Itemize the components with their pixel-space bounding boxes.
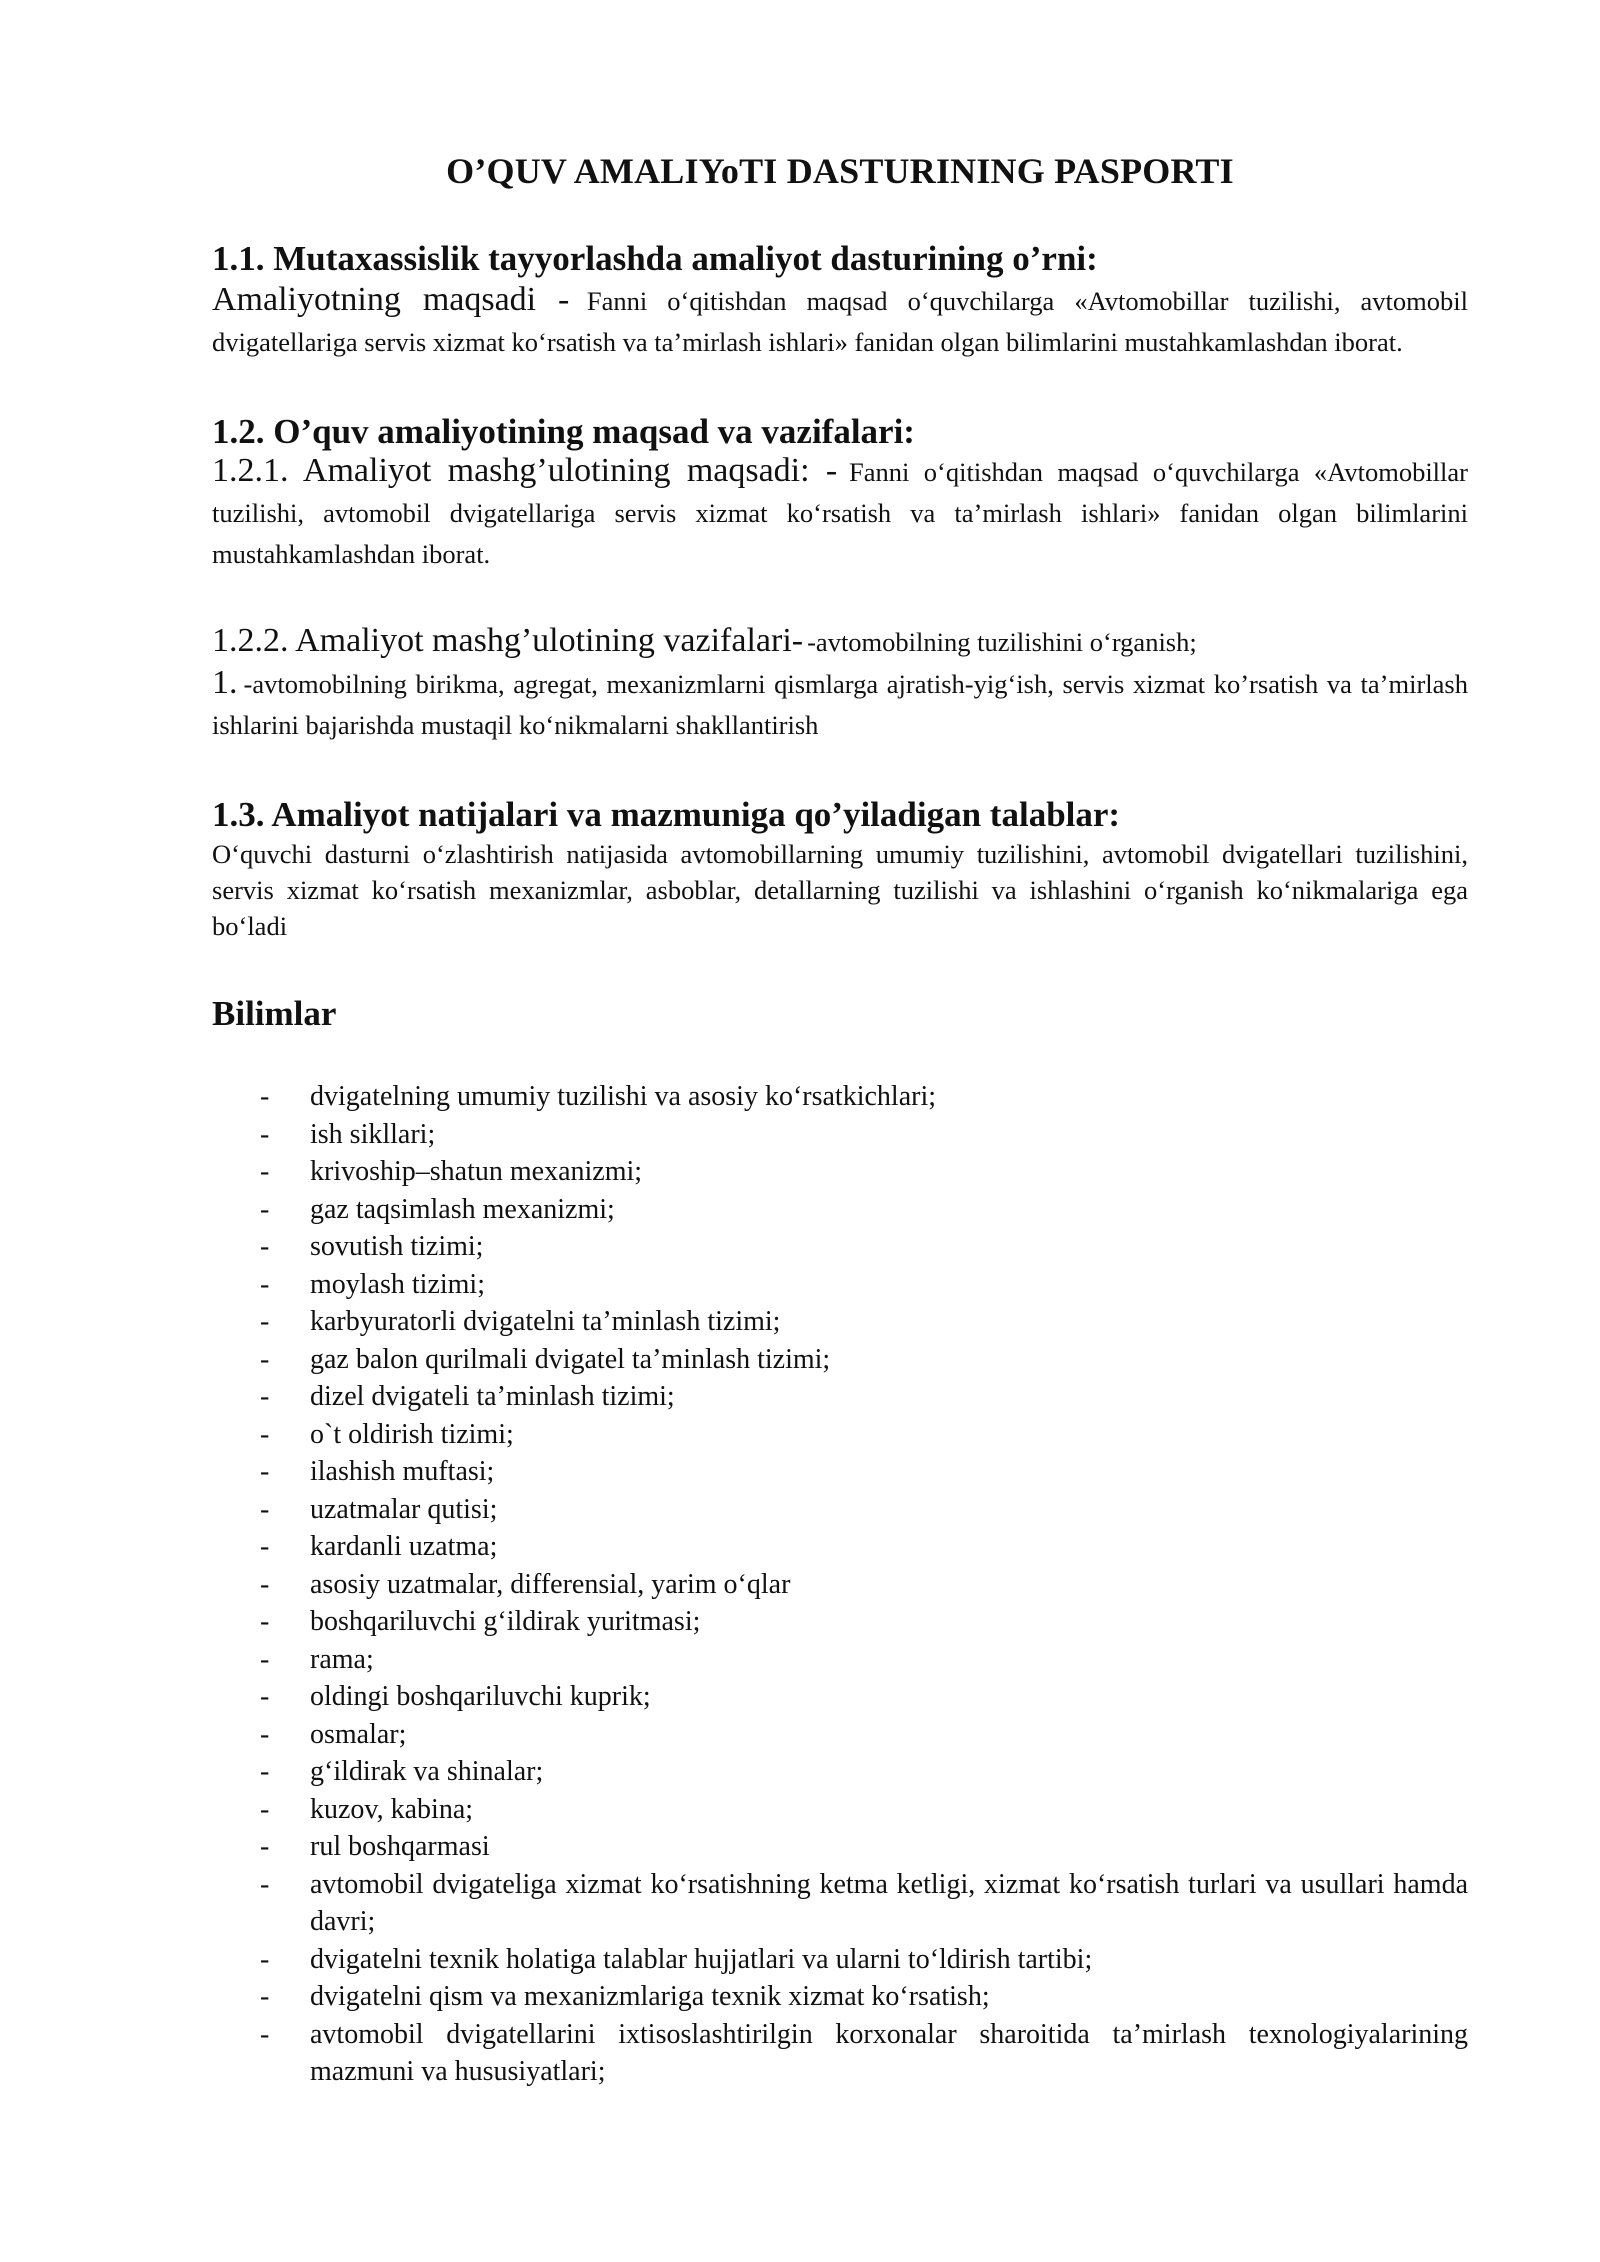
section-1-2-2-paragraph (212, 623, 1468, 665)
bilimlar-item (260, 1791, 1468, 1829)
section-1-2 (212, 411, 1468, 577)
bilimlar-item-text: krivoship–shatun mexanizmi; (310, 1156, 643, 1187)
dash-bullet: - (260, 1868, 270, 1900)
bilimlar-item (260, 1641, 1468, 1679)
bilimlar-item-text: kardanli uzatma; (310, 1531, 498, 1562)
bilimlar-item (260, 1491, 1468, 1529)
bilimlar-item (260, 1153, 1468, 1191)
bilimlar-item (260, 1566, 1468, 1604)
section-1-2-1-text: Fanni o‘qitishdan maqsad o‘quvchilarga «Avtomobillar tuzilishi, avtomobil dvigatellariga servis xizmat ko‘rsatish va ta’mirlash ishlari» fanidan olgan bilimlarini mustahkamlashdan iborat. (212, 457, 1468, 569)
dash-bullet: - (260, 1831, 270, 1862)
bilimlar-item-text: g‘ildirak va shinalar; (310, 1756, 544, 1787)
bilimlar-item-text: dizel dvigateli ta’minlash tizimi; (310, 1381, 675, 1412)
section-1-2-2-lead: 1.2.2. Amaliyot mashg’ulotining vazifalari- (212, 622, 804, 659)
bilimlar-item-text: rama; (310, 1643, 374, 1675)
dash-bullet: - (260, 1981, 270, 2012)
numbered-item-text: -avtomobilning birikma, agregat, mexanizmlarni qismlarga ajratish-yig‘ish, servis xizmat ko’rsatish va ta’mirlash ishlarini bajarishda mustaqil ko‘nikmalarni shakllantirish (212, 669, 1468, 740)
bilimlar-item (260, 1866, 1468, 1941)
dash-bullet: - (260, 1943, 270, 1975)
numbered-item (212, 665, 1468, 748)
bilimlar-item (260, 1341, 1468, 1379)
bilimlar-heading: Bilimlar (212, 994, 337, 1033)
dash-bullet: - (260, 1268, 270, 1300)
dash-bullet: - (260, 1306, 270, 1337)
dash-bullet: - (260, 1081, 270, 1112)
dash-bullet: - (260, 1606, 270, 1637)
bilimlar-item-text: dvigatelni qism va mexanizmlariga texnik xizmat ko‘rsatish; (310, 1981, 990, 2012)
dash-bullet: - (260, 1193, 270, 1225)
bilimlar-item (260, 1716, 1468, 1754)
bilimlar-item-text: moylash tizimi; (310, 1268, 485, 1300)
bilimlar-item-text: ish sikllari; (310, 1118, 436, 1150)
bilimlar-item (260, 1603, 1468, 1641)
section-1-1-paragraph (212, 282, 1468, 365)
bilimlar-item (260, 2016, 1468, 2091)
bilimlar-item-text: osmalar; (310, 1718, 407, 1750)
numbered-item-number: 1. (212, 664, 238, 701)
document-content (212, 150, 1468, 2091)
bilimlar-item (260, 1453, 1468, 1491)
section-1-3-text: O‘quvchi dasturni o‘zlashtirish natijasida avtomobillarning umumiy tuzilishini, avtomobil dvigatellari tuzilishini, servis xizmat ko‘rsatish mexanizmlar, asboblar, detallarning tuzilishi va ishlashini o‘rganish ko‘nikmalariga ega bo‘ladi (212, 839, 1468, 941)
dash-bullet: - (260, 1156, 270, 1187)
section-1-2-1-lead: 1.2.1. Amaliyot mashg’ulotining maqsadi: - (212, 452, 838, 489)
bilimlar-item (260, 1266, 1468, 1304)
section-1-1-text: Fanni o‘qitishdan maqsad o‘quvchilarga «Avtomobillar tuzilishi, avtomobil dvigatellariga servis xizmat ko‘rsatish va ta’mirlash ishlari» fanidan olgan bilimlarini mustahkamlashdan iborat. (212, 286, 1469, 357)
bilimlar-item (260, 1828, 1468, 1866)
dash-bullet: - (260, 1643, 270, 1675)
dash-bullet: - (260, 1718, 270, 1750)
bilimlar-item (260, 1753, 1468, 1791)
bilimlar-item (260, 1303, 1468, 1341)
bilimlar-item-text: sovutish tizimi; (310, 1231, 484, 1262)
dash-bullet: - (260, 1418, 270, 1450)
section-1-1 (212, 238, 1468, 365)
document-title: O’QUV AMALIYoTI DASTURINING PASPORTI (446, 151, 1234, 191)
dash-bullet: - (260, 1456, 270, 1487)
bilimlar-item (260, 1116, 1468, 1154)
section-1-3-heading: 1.3. Amaliyot natijalari va mazmuniga qo’yiladigan talablar: (212, 795, 1121, 834)
section-1-2-heading: 1.2. O’quv amaliyotining maqsad va vazifalari: (212, 412, 915, 451)
bilimlar-item (260, 1678, 1468, 1716)
section-1-1-heading: 1.1. Mutaxassislik tayyorlashda amaliyot dasturining o’rni: (212, 239, 1098, 278)
dash-bullet: - (260, 1793, 270, 1825)
bilimlar-item-text: asosiy uzatmalar, differensial, yarim o‘qlar (310, 1568, 791, 1600)
dash-bullet: - (260, 1343, 270, 1375)
bilimlar-item-text: dvigatelning umumiy tuzilishi va asosiy ko‘rsatkichlari; (310, 1081, 937, 1112)
dash-bullet: - (260, 1681, 270, 1712)
bilimlar-item (260, 1941, 1468, 1979)
dash-bullet: - (260, 1756, 270, 1787)
bilimlar-item (260, 1978, 1468, 2016)
section-1-2-2 (212, 623, 1468, 748)
bilimlar-item-text: boshqariluvchi g‘ildirak yuritmasi; (310, 1606, 701, 1637)
bilimlar-item-text: avtomobil dvigateliga xizmat ko‘rsatishning ketma ketligi, xizmat ko‘rsatish turlari va usullari hamda davri; (310, 1868, 1468, 1937)
bilimlar-item (260, 1191, 1468, 1229)
bilimlar-item-text: uzatmalar qutisi; (310, 1493, 498, 1525)
dash-bullet: - (260, 2018, 270, 2050)
bilimlar-item-text: rul boshqarmasi (310, 1831, 490, 1862)
dash-bullet: - (260, 1231, 270, 1262)
section-1-3 (212, 794, 1468, 944)
section-1-2-1-paragraph (212, 453, 1468, 577)
bilimlar-item-text: karbyuratorli dvigatelni ta’minlash tizimi; (310, 1306, 781, 1337)
section-1-1-lead: Amaliyotning maqsadi - (212, 281, 570, 318)
bilimlar-item (260, 1078, 1468, 1116)
bilimlar-item-text: gaz taqsimlash mexanizmi; (310, 1193, 615, 1225)
dash-bullet: - (260, 1493, 270, 1525)
bilimlar-item-text: avtomobil dvigatellarini ixtisoslashtirilgin korxonalar sharoitida ta’mirlash texnologiyalarining mazmuni va hususiyatlari; (310, 2018, 1468, 2087)
bilimlar-item-text: gaz balon qurilmali dvigatel ta’minlash tizimi; (310, 1343, 831, 1375)
bilimlar-item-text: kuzov, kabina; (310, 1793, 474, 1825)
dash-bullet: - (260, 1381, 270, 1412)
bilimlar-item (260, 1228, 1468, 1266)
section-1-2-2-text: -avtomobilning tuzilishini o‘rganish; (807, 627, 1197, 657)
bilimlar-item (260, 1416, 1468, 1454)
bilimlar-item-text: dvigatelni texnik holatiga talablar hujjatlari va ularni to‘ldirish tartibi; (310, 1943, 1093, 1975)
dash-bullet: - (260, 1118, 270, 1150)
dash-bullet: - (260, 1531, 270, 1562)
dash-bullet: - (260, 1568, 270, 1600)
bilimlar-item-text: oldingi boshqariluvchi kuprik; (310, 1681, 651, 1712)
bilimlar-list (212, 1078, 1468, 2091)
bilimlar-item (260, 1528, 1468, 1566)
bilimlar-item (260, 1378, 1468, 1416)
bilimlar-item-text: o`t oldirish tizimi; (310, 1418, 514, 1450)
bilimlar-item-text: ilashish muftasi; (310, 1456, 495, 1487)
